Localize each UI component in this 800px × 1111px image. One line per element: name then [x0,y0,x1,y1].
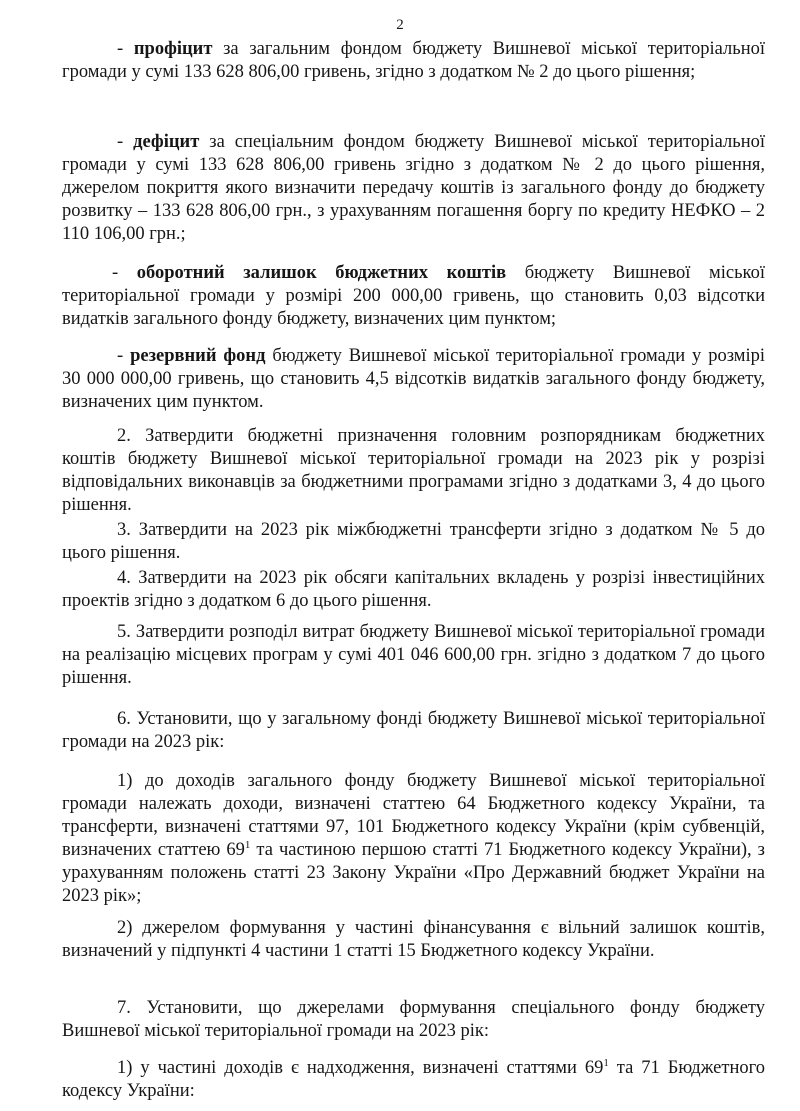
page-number: 2 [396,17,404,33]
paragraph-3: 3. Затвердити на 2023 рік міжбюджетні трансферти згідно з додатком № 5 до цього рішення. [62,520,765,563]
item-surplus: - профіцит за загальним фондом бюджету Вишневої міської територіальної громади у сумі 133 628 806,00 гривень, згідно з додатком № 2 до цього рішення; [62,39,765,82]
item-working-balance: - оборотний залишок бюджетних коштів бюджету Вишневої міської територіальної громади у розмірі 200 000,00 гривень, що становить 0,03 відсотки видатків загального фонду бюджету, визначених цим пунктом; [62,263,765,329]
paragraph-2: 2. Затвердити бюджетні призначення головним розпорядникам бюджетних коштів бюджету Вишневої міської територіальної громади на 2023 рік у розрізі відповідальних виконавців за бюджетними програмами згідно з додатками 3, 4 до цього рішення. [62,426,765,515]
item-deficit-term: дефіцит [133,132,200,152]
item-reserve-fund: - резервний фонд бюджету Вишневої міської територіальної громади у розмірі 30 000 000,00 гривень, що становить 4,5 відсотків видатків загального фонду бюджету, визначених цим пунктом. [62,346,765,412]
item-surplus-term: профіцит [133,39,213,59]
paragraph-6-2: 2) джерелом формування у частині фінансування є вільний залишок коштів, визначений у підпункті 4 частини 1 статті 15 Бюджетного кодексу України. [62,918,765,961]
paragraph-6: 6. Установити, що у загальному фонді бюджету Вишневої міської територіальної громади на 2023 рік: [62,709,765,752]
item-reserve-fund-term: резервний фонд [130,346,266,366]
paragraph-6-1: 1) до доходів загального фонду бюджету Вишневої міської територіальної громади належать доходи, визначені статтею 64 Бюджетного кодексу України, та трансферти, визначені статтями 97, 101 Бюджетного кодексу України (крім субвенцій, визначених статтею $69^1$ та частиною першою статті 71 Бюджетного кодексу України), з урахуванням положень статті 23 Закону України «Про Державний бюджет України на 2023 рік»; [62,771,765,906]
paragraph-4: 4. Затвердити на 2023 рік обсяги капітальних вкладень у розрізі інвестиційних проектів згідно з додатком 6 до цього рішення. [62,568,765,611]
paragraph-5: 5. Затвердити розподіл витрат бюджету Вишневої міської територіальної громади на реалізацію місцевих програм у сумі 401 046 600,00 грн. згідно з додатком 7 до цього рішення. [62,622,765,688]
paragraph-7-1: 1) у частині доходів є надходження, визначені статтями $69^1$ та 71 Бюджетного кодексу України: [62,1056,766,1101]
paragraph-7: 7. Установити, що джерелами формування спеціального фонду бюджету Вишневої міської територіальної громади на 2023 рік: [62,998,765,1041]
item-working-balance-term: оборотний залишок бюджетних коштів [136,263,507,283]
item-deficit: - дефіцит за спеціальним фондом бюджету Вишневої міської територіальної громади у сумі 133 628 806,00 гривень згідно з додатком № 2 до цього рішення, джерелом покриття якого визначити передачу коштів із загального фонду до бюджету розвитку – 133 628 806,00 грн., з урахуванням погашення боргу по кредиту НЕФКО – 2 110 106,00 грн.; [62,132,765,244]
